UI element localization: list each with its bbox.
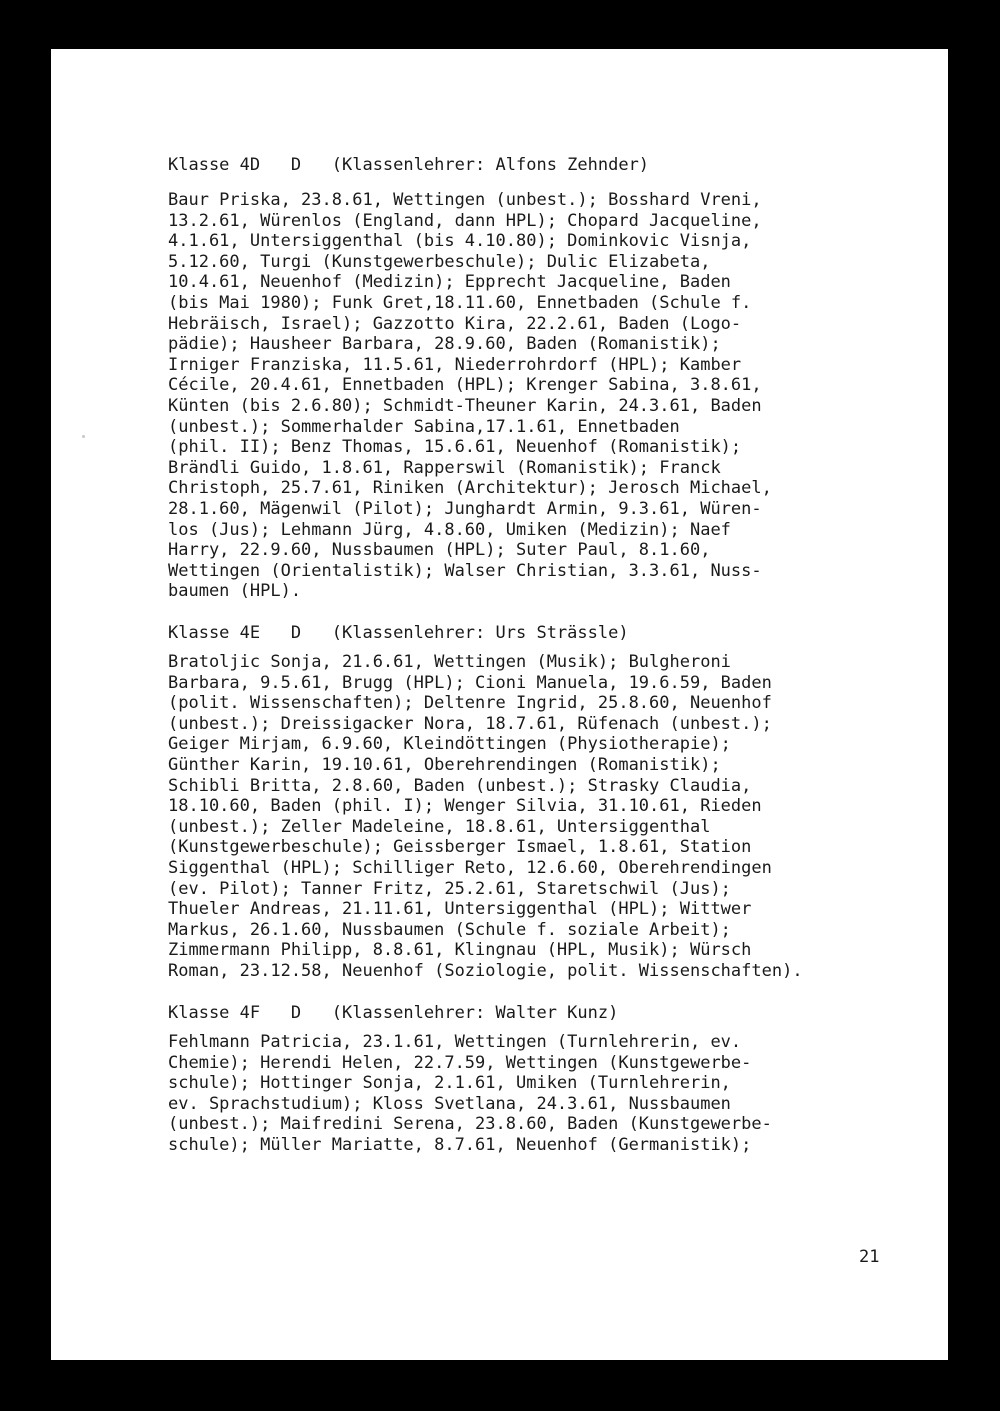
text-line: 28.1.60, Mägenwil (Pilot); Junghardt Armin, 9.3.61, Würen- (168, 499, 762, 519)
section-heading-4f: Klasse 4F D (Klassenlehrer: Walter Kunz) (168, 1003, 619, 1023)
text-line: ev. Sprachstudium); Kloss Svetlana, 24.3.61, Nussbaumen (168, 1093, 731, 1114)
text-line: Günther Karin, 19.10.61, Oberehrendingen (Romanistik); (168, 755, 721, 775)
text-line: Markus, 26.1.60, Nussbaumen (Schule f. soziale Arbeit); (168, 919, 731, 940)
text-line: (polit. Wissenschaften); Deltenre Ingrid, 25.8.60, Neuenhof (168, 693, 772, 714)
text-line: (bis Mai 1980); Funk Gret,18.11.60, Ennetbaden (Schule f. (168, 293, 752, 313)
text-line: (unbest.); Zeller Madeleine, 18.8.61, Untersiggenthal (168, 816, 711, 837)
text-line: Hebräisch, Israel); Gazzotto Kira, 22.2.61, Baden (Logo- (168, 313, 742, 334)
text-line: pädie); Hausheer Barbara, 28.9.60, Baden (Romanistik); (168, 334, 721, 355)
text-line: 13.2.61, Würenlos (England, dann HPL); Chopard Jacqueline, (168, 210, 762, 231)
text-line: Barbara, 9.5.61, Brugg (HPL); Cioni Manuela, 19.6.59, Baden (168, 672, 772, 693)
text-line: Brändli Guido, 1.8.61, Rapperswil (Romanistik); Franck (168, 457, 721, 478)
text-line: los (Jus); Lehmann Jürg, 4.8.60, Umiken (Medizin); Naef (168, 519, 731, 540)
text-line: Roman, 23.12.58, Neuenhof (Soziologie, polit. Wissenschaften). (168, 961, 803, 981)
text-line: Schibli Britta, 2.8.60, Baden (unbest.); Strasky Claudia, (168, 775, 752, 796)
text-line: (phil. II); Benz Thomas, 15.6.61, Neuenhof (Romanistik); (168, 437, 742, 458)
text-line: Fehlmann Patricia, 23.1.61, Wettingen (Turnlehrerin, ev. (168, 1032, 742, 1052)
text-line: 10.4.61, Neuenhof (Medizin); Epprecht Jacqueline, Baden (168, 272, 731, 293)
text-line: Zimmermann Philipp, 8.8.61, Klingnau (HPL, Musik); Würsch (168, 940, 752, 961)
text-line: schule); Müller Mariatte, 8.7.61, Neuenhof (Germanistik); (168, 1135, 752, 1155)
text-line: Cécile, 20.4.61, Ennetbaden (HPL); Krenger Sabina, 3.8.61, (168, 375, 762, 396)
document-page (51, 49, 948, 1360)
text-line: Christoph, 25.7.61, Riniken (Architektur); Jerosch Michael, (168, 478, 772, 499)
text-line: Irniger Franziska, 11.5.61, Niederrohrdorf (HPL); Kamber (168, 354, 742, 375)
section-heading-4d: Klasse 4D D (Klassenlehrer: Alfons Zehnder) (168, 155, 650, 175)
text-line: Künten (bis 2.6.80); Schmidt-Theuner Karin, 24.3.61, Baden (168, 396, 762, 416)
text-line: 18.10.60, Baden (phil. I); Wenger Silvia, 31.10.61, Rieden (168, 796, 762, 817)
scan-speck (82, 435, 85, 438)
section-heading-4e: Klasse 4E D (Klassenlehrer: Urs Strässle) (168, 623, 629, 643)
text-line: Chemie); Herendi Helen, 22.7.59, Wettingen (Kunstgewerbe- (168, 1052, 752, 1073)
text-line: 5.12.60, Turgi (Kunstgewerbeschule); Dulic Elizabeta, (168, 251, 711, 272)
text-line: Thueler Andreas, 21.11.61, Untersiggenthal (HPL); Wittwer (168, 899, 752, 920)
text-line: (unbest.); Dreissigacker Nora, 18.7.61, Rüfenach (unbest.); (168, 713, 772, 734)
text-line: (Kunstgewerbeschule); Geissberger Ismael, 1.8.61, Station (168, 837, 752, 858)
text-line: Baur Priska, 23.8.61, Wettingen (unbest.); Bosshard Vreni, (168, 190, 762, 210)
text-line: Harry, 22.9.60, Nussbaumen (HPL); Suter Paul, 8.1.60, (168, 540, 711, 561)
page-number: 21 (859, 1247, 880, 1267)
text-line: Bratoljic Sonja, 21.6.61, Wettingen (Musik); Bulgheroni (168, 652, 731, 672)
text-line: Siggenthal (HPL); Schilliger Reto, 12.6.60, Oberehrendingen (168, 858, 772, 878)
text-line: (unbest.); Maifredini Serena, 23.8.60, Baden (Kunstgewerbe- (168, 1114, 772, 1135)
text-line: Geiger Mirjam, 6.9.60, Kleindöttingen (Physiotherapie); (168, 734, 731, 755)
text-line: baumen (HPL). (168, 581, 302, 602)
text-line: (ev. Pilot); Tanner Fritz, 25.2.61, Staretschwil (Jus); (168, 878, 731, 899)
text-line: schule); Hottinger Sonja, 2.1.61, Umiken (Turnlehrerin, (168, 1073, 731, 1094)
text-line: Wettingen (Orientalistik); Walser Christian, 3.3.61, Nuss- (168, 560, 762, 581)
text-line: 4.1.61, Untersiggenthal (bis 4.10.80); Dominkovic Visnja, (168, 231, 752, 252)
text-line: (unbest.); Sommerhalder Sabina,17.1.61, Ennetbaden (168, 416, 680, 437)
